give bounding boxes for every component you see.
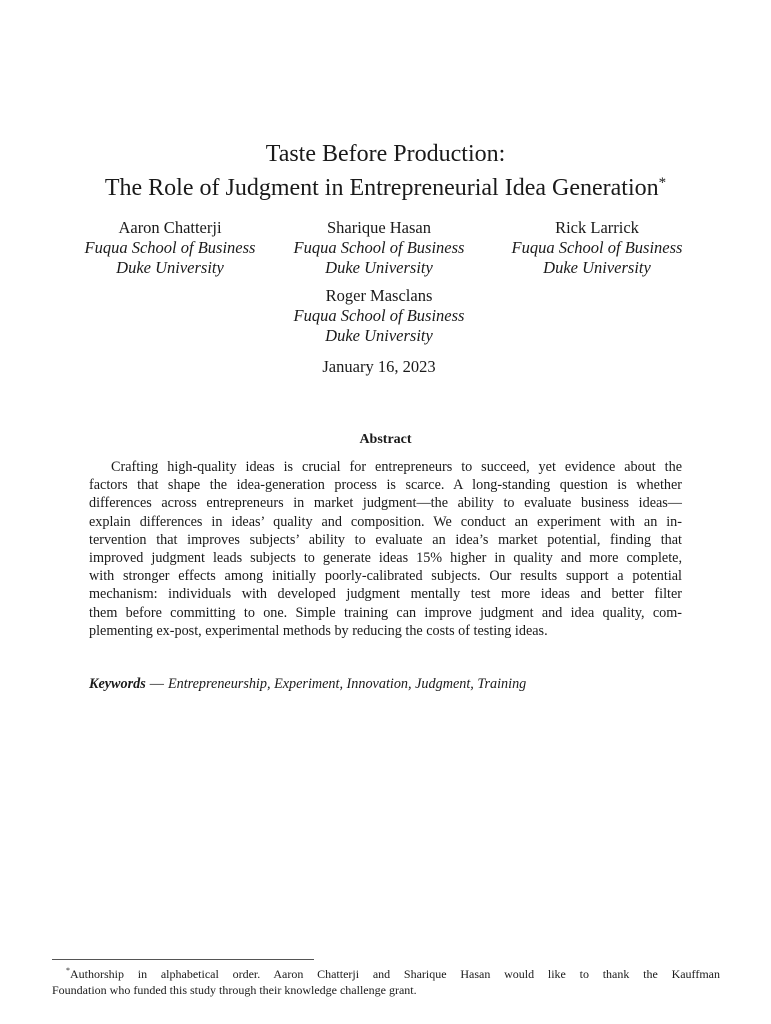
footnote-line-text: Authorship in alphabetical order. Aaron Chatterji and Sharique Hasan would like to thank the Kauffman [70, 967, 720, 981]
footnote-line: Foundation who funded this study through their knowledge challenge grant. [52, 983, 417, 997]
title-line-2 [0, 169, 771, 203]
author-affiliation-school: Fuqua School of Business [84, 238, 256, 257]
author-affiliation-school: Fuqua School of Business [293, 306, 465, 325]
footnote-rule [52, 959, 314, 960]
title-line-2-text: The Role of Judgment in Entrepreneurial Idea Generation [104, 175, 659, 201]
abstract-line: explain differences in ideas’ quality and composition. We conduct an experiment with an in- [89, 513, 682, 530]
abstract-line: them before committing to one. Simple training can improve judgment and idea quality, com- [89, 604, 682, 621]
abstract-line: tervention that improves subjects’ ability to evaluate an idea’s market potential, finding that [89, 531, 682, 548]
abstract-line: mechanism: individuals with developed judgment mentally test more ideas and better filter [89, 586, 682, 603]
keywords-label: Keywords [89, 676, 146, 692]
author-affiliation-university: Duke University [543, 258, 651, 277]
title-footnote-mark: * [658, 175, 667, 191]
abstract-line: differences across entrepreneurs in market judgment—the ability to evaluate business ideas— [89, 495, 682, 512]
keywords-line [89, 676, 526, 693]
abstract-line: with stronger effects among initially poorly-calibrated subjects. Our results support a potential [89, 568, 682, 585]
abstract-line: improved judgment leads subjects to generate ideas 15% higher in quality and more complete, [89, 549, 682, 566]
abstract-line: factors that shape the idea-generation process is scarce. A long-standing question is whether [89, 477, 682, 494]
author-affiliation-school: Fuqua School of Business [511, 238, 683, 257]
title-line-1: Taste Before Production: [265, 141, 506, 167]
author-name: Rick Larrick [555, 218, 639, 237]
footnote [52, 963, 720, 998]
author-name: Sharique Hasan [326, 218, 431, 237]
paper-title [0, 140, 771, 203]
abstract-heading: Abstract [359, 432, 412, 447]
footnote-line [52, 963, 720, 982]
abstract-line: plementing ex-post, experimental methods by reducing the costs of testing ideas. [89, 622, 548, 639]
author-name: Roger Masclans [325, 286, 433, 305]
author-affiliation-university: Duke University [325, 326, 433, 345]
author-affiliation-university: Duke University [116, 258, 224, 277]
author-block [487, 218, 707, 278]
abstract-line: Crafting high-quality ideas is crucial for entrepreneurs to succeed, yet evidence about the [111, 459, 682, 475]
author-block [60, 218, 280, 278]
abstract-body [89, 458, 682, 640]
author-affiliation-school: Fuqua School of Business [293, 238, 465, 257]
keywords-list: Entrepreneurship, Experiment, Innovation, Judgment, Training [167, 676, 527, 692]
footnote-mark: * [66, 966, 70, 975]
publication-date: January 16, 2023 [322, 357, 436, 376]
author-block [269, 286, 489, 346]
keywords-separator: — [149, 676, 164, 692]
author-name: Aaron Chatterji [118, 218, 222, 237]
author-affiliation-university: Duke University [325, 258, 433, 277]
author-block [269, 218, 489, 278]
